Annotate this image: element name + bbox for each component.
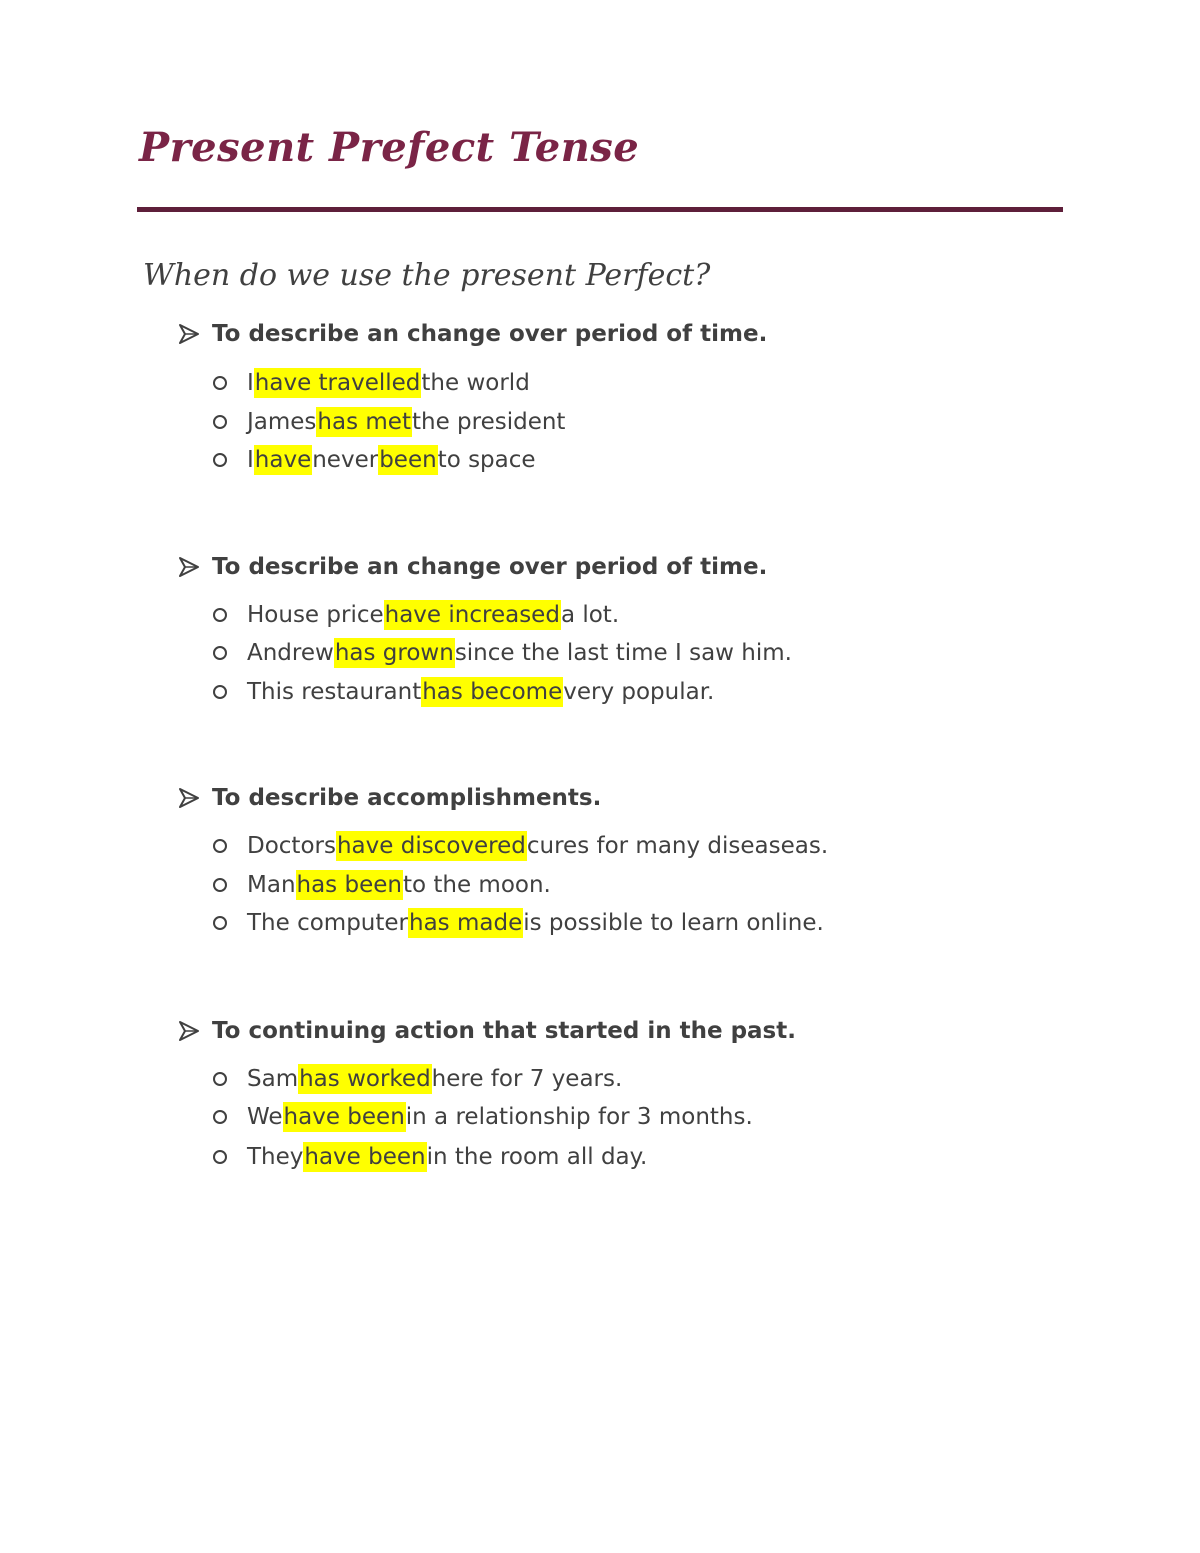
arrow-bullet-icon [178,323,200,345]
item-text-before: Andrew [247,640,334,666]
circle-bullet-icon [213,376,227,390]
section-heading [178,1013,796,1049]
highlighted-verb: have [254,447,312,473]
item-text-before: Doctors [247,833,336,859]
section-heading [178,549,767,585]
item-text-before: Man [247,872,296,898]
item-text-middle: never [312,447,379,473]
item-text-after: cures for many diseaseas. [526,833,829,859]
section-heading-text: To describe accomplishments. [212,785,602,811]
circle-bullet-icon [213,646,227,660]
page-title: Present Prefect Tense [139,124,640,171]
circle-bullet-icon [213,1150,227,1164]
arrow-bullet-icon [178,556,200,578]
list-item [213,868,551,902]
item-text-before: The computer [247,910,409,936]
section-heading [178,780,601,816]
highlighted-verb: have increased [384,602,560,628]
item-text-after: is possible to learn online. [523,910,824,936]
list-item [213,443,536,477]
highlighted-verb: has met [317,409,411,435]
list-item [213,675,714,709]
arrow-bullet-icon [178,787,200,809]
item-text-before: They [247,1144,304,1170]
highlighted-verb: has been [296,872,402,898]
circle-bullet-icon [213,916,227,930]
item-text-after: here for 7 years. [431,1066,623,1092]
item-text-before: This restaurant [247,679,422,705]
item-text-after: very popular. [563,679,715,705]
item-text-after: the world [421,370,530,396]
circle-bullet-icon [213,1110,227,1124]
section-heading-text: To continuing action that started in the past. [212,1018,796,1044]
item-text-before: I [247,447,254,473]
item-text-before: I [247,370,254,396]
title-divider [137,207,1063,212]
list-item [213,636,792,670]
highlighted-verb: have discovered [336,833,526,859]
item-text-after: in a relationship for 3 months. [405,1104,753,1130]
item-text-after: a lot. [560,602,620,628]
item-text-before: We [247,1104,283,1130]
circle-bullet-icon [213,608,227,622]
item-text-after: in the room all day. [426,1144,648,1170]
section-heading-text: To describe an change over period of time. [212,321,768,347]
item-text-after: since the last time I saw him. [454,640,792,666]
highlighted-verb: has grown [334,640,454,666]
item-text-after: to space [437,447,536,473]
list-item [213,405,565,439]
item-text-after: the president [411,409,566,435]
highlighted-verb: have been [304,1144,426,1170]
item-text-before: Sam [247,1066,299,1092]
list-item [213,366,530,400]
item-text-before: James [247,409,317,435]
highlighted-verb-2: been [379,447,437,473]
list-item [213,1100,753,1134]
circle-bullet-icon [213,1072,227,1086]
list-item [213,829,828,863]
highlighted-verb: have been [283,1104,405,1130]
circle-bullet-icon [213,839,227,853]
highlighted-verb: has become [422,679,563,705]
circle-bullet-icon [213,453,227,467]
section-heading-text: To describe an change over period of time. [212,554,768,580]
list-item [213,1140,647,1174]
list-item [213,598,619,632]
circle-bullet-icon [213,415,227,429]
circle-bullet-icon [213,878,227,892]
page-subtitle: When do we use the present Perfect? [143,258,711,293]
highlighted-verb: have travelled [254,370,421,396]
list-item [213,906,824,940]
highlighted-verb: has made [409,910,523,936]
arrow-bullet-icon [178,1020,200,1042]
highlighted-verb: has worked [299,1066,431,1092]
item-text-after: to the moon. [402,872,551,898]
circle-bullet-icon [213,685,227,699]
item-text-before: House price [247,602,384,628]
list-item [213,1062,622,1096]
section-heading [178,316,767,352]
